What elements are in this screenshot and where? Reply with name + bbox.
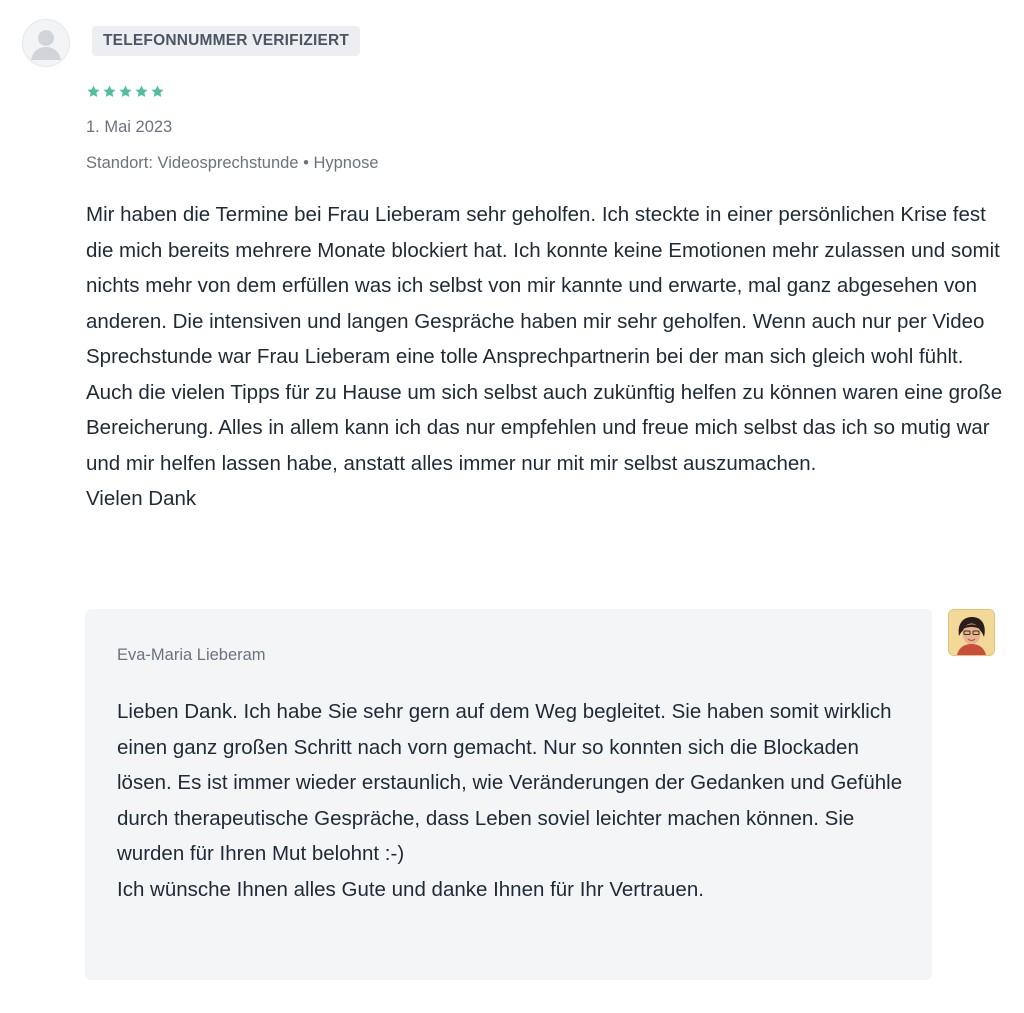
review-text: Mir haben die Termine bei Frau Lieberam sehr geholfen. Ich steckte in einer persönlichen Krise fest die mich bereits mehrere Monate blockiert hat. Ich konnte keine Emotionen mehr zulassen und somit nichts mehr von dem erfüllen was ich selbst von mir kannte und erwarte, mal ganz abgesehen von anderen. Die intensiven und langen Gespräche haben mir sehr geholfen. Wenn auch nur per Video Sprechstunde war Frau Lieberam eine tolle Ansprechpartnerin bei der man sich gleich wohl fühlt. Auch die vielen Tipps für zu Hause um sich selbst auch zukünftig helfen zu können waren eine große Bereicherung. Alles in allem kann ich das nur empfehlen und freue mich selbst das ich so mutig war und mir helfen lassen habe, anstatt alles immer nur mit mir selbst auszumachen. Vielen Dank <box>86 203 1003 510</box>
doctor-reply <box>85 609 932 980</box>
reply-author: Eva-Maria Lieberam <box>117 646 266 664</box>
star-icon <box>118 84 133 99</box>
verified-badge: TELEFONNUMMER VERIFIZIERT <box>92 26 360 56</box>
review-location: Standort: Videosprechstunde • Hypnose <box>86 154 379 172</box>
reviewer-avatar-icon <box>22 19 70 67</box>
star-icon <box>150 84 165 99</box>
review-date: 1. Mai 2023 <box>86 118 173 136</box>
star-icon <box>134 84 149 99</box>
star-rating <box>86 84 165 99</box>
doctor-avatar <box>948 609 995 656</box>
reply-text: Lieben Dank. Ich habe Sie sehr gern auf dem Weg begleitet. Sie haben somit wirklich einen ganz großen Schritt nach vorn gemacht. Nur so konnten sich die Blockaden lösen. Es ist immer wieder erstaunlich, wie Veränderungen der Gedanken und Gefühle durch therapeutische Gespräche, dass Leben soviel leichter machen können. Sie wurden für Ihren Mut belohnt :-) Ich wünsche Ihnen alles Gute und danke Ihnen für Ihr Vertrauen. <box>117 700 903 901</box>
star-icon <box>86 84 101 99</box>
star-icon <box>102 84 117 99</box>
